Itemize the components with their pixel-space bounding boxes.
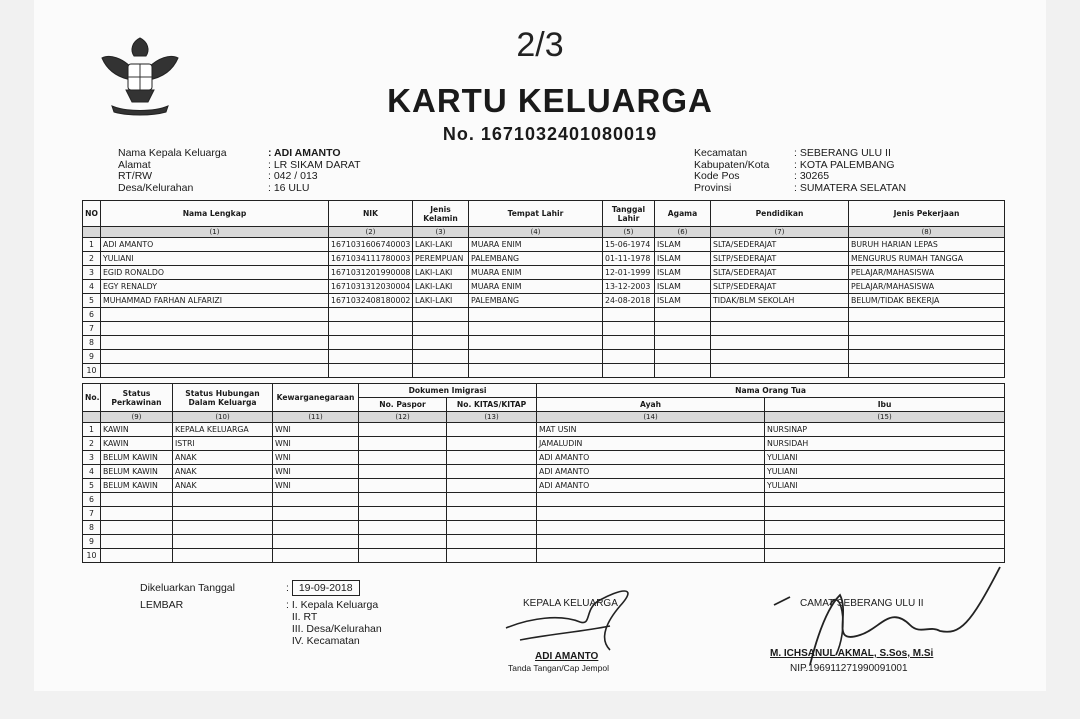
table-cell	[765, 493, 1005, 507]
table-cell: 2	[83, 252, 101, 266]
col-header-no: NO	[83, 201, 101, 227]
camat-title: CAMAT SEBERANG ULU II	[800, 598, 924, 609]
header-label: Kecamatan	[694, 147, 748, 159]
table-cell: ISLAM	[655, 266, 711, 280]
table-cell	[329, 350, 413, 364]
kepala-keluarga-caption: Tanda Tangan/Cap Jempol	[508, 663, 609, 673]
table-cell	[447, 479, 537, 493]
col-header-no-paspor: No. Paspor	[359, 398, 447, 412]
column-number-cell: (10)	[173, 412, 273, 423]
table-cell: WNI	[273, 423, 359, 437]
col-header-nama-orang-tua: Nama Orang Tua	[537, 384, 1005, 398]
col-header-nik: NIK	[329, 201, 413, 227]
table-cell: 24-08-2018	[603, 294, 655, 308]
table-row	[83, 493, 1005, 507]
table-cell	[101, 493, 173, 507]
header-label: Provinsi	[694, 181, 732, 194]
table-cell: MAT USIN	[537, 423, 765, 437]
table-cell	[273, 521, 359, 535]
table-cell: 4	[83, 465, 101, 479]
table-cell: JAMALUDIN	[537, 437, 765, 451]
camat-name: M. ICHSANUL AKMAL, S.Sos, M.Si	[770, 648, 934, 659]
column-number-cell: (3)	[413, 227, 469, 238]
table-row	[83, 507, 1005, 521]
table-row	[83, 451, 1005, 465]
table-cell	[603, 364, 655, 378]
table-cell: KAWIN	[101, 437, 173, 451]
table-row	[83, 308, 1005, 322]
header-label: RT/RW	[118, 170, 153, 182]
column-number-cell: (12)	[359, 412, 447, 423]
column-number-cell: (7)	[711, 227, 849, 238]
issued-date: 19-09-2018	[292, 580, 360, 596]
column-number-cell: (9)	[101, 412, 173, 423]
table-cell: ADI AMANTO	[537, 465, 765, 479]
col-header-nama: Nama Lengkap	[101, 201, 329, 227]
table-cell	[447, 549, 537, 563]
table-cell	[273, 549, 359, 563]
table-cell	[329, 322, 413, 336]
table-cell	[101, 521, 173, 535]
table-cell: 5	[83, 479, 101, 493]
table-cell: YULIANI	[765, 451, 1005, 465]
table-cell: 9	[83, 535, 101, 549]
table-cell	[765, 521, 1005, 535]
table-cell: ISLAM	[655, 294, 711, 308]
table-cell	[101, 549, 173, 563]
issued-label: Dikeluarkan Tanggal	[140, 582, 235, 594]
table-cell	[447, 535, 537, 549]
table-cell: EGY RENALDY	[101, 280, 329, 294]
kepala-keluarga-title: KEPALA KELUARGA	[523, 598, 618, 609]
table-cell: 9	[83, 350, 101, 364]
table-cell: SLTA/SEDERAJAT	[711, 266, 849, 280]
table-cell: LAKI-LAKI	[413, 238, 469, 252]
col-header-tanggal-lahir: Tanggal Lahir	[603, 201, 655, 227]
table-cell	[447, 493, 537, 507]
header-value: : SUMATERA SELATAN	[794, 181, 907, 194]
table-cell	[537, 549, 765, 563]
family-members-table	[82, 200, 1005, 378]
header-value: : 30265	[794, 170, 830, 182]
table-cell	[173, 521, 273, 535]
table-cell: 4	[83, 280, 101, 294]
table-cell	[273, 493, 359, 507]
col-header-agama: Agama	[655, 201, 711, 227]
lembar-list	[292, 599, 382, 647]
table-cell	[711, 350, 849, 364]
table-cell	[603, 336, 655, 350]
table-cell: PALEMBANG	[469, 252, 603, 266]
table-cell: 12-01-1999	[603, 266, 655, 280]
table-cell: ANAK	[173, 451, 273, 465]
table-cell	[101, 535, 173, 549]
table-cell: NURSINAP	[765, 423, 1005, 437]
table-cell: WNI	[273, 437, 359, 451]
table-cell: 7	[83, 507, 101, 521]
table-cell	[849, 322, 1005, 336]
table-cell: 6	[83, 308, 101, 322]
table-cell: PEREMPUAN	[413, 252, 469, 266]
table-cell: WNI	[273, 465, 359, 479]
table-cell: PELAJAR/MAHASISWA	[849, 280, 1005, 294]
table-cell	[173, 535, 273, 549]
camat-nip: NIP.196911271990091001	[790, 663, 908, 674]
table-cell	[447, 423, 537, 437]
column-number-cell: (13)	[447, 412, 537, 423]
column-number-cell	[83, 412, 101, 423]
table-cell: SLTP/SEDERAJAT	[711, 252, 849, 266]
table-row	[83, 322, 1005, 336]
table-row	[83, 549, 1005, 563]
table-cell	[537, 521, 765, 535]
table-cell	[469, 308, 603, 322]
table-cell: 1671031606740003	[329, 238, 413, 252]
col-header-dokumen-imigrasi: Dokumen Imigrasi	[359, 384, 537, 398]
table-cell: 5	[83, 294, 101, 308]
table-row	[83, 252, 1005, 266]
header-value: : 042 / 013	[268, 170, 318, 182]
table-cell: BELUM KAWIN	[101, 465, 173, 479]
table-cell: 10	[83, 364, 101, 378]
column-number-cell: (14)	[537, 412, 765, 423]
col-header-kewarganegaraan: Kewarganegaraan	[273, 384, 359, 412]
table-cell: 1671031312030004	[329, 280, 413, 294]
table-cell	[447, 451, 537, 465]
table-cell	[469, 350, 603, 364]
table-cell	[173, 507, 273, 521]
table-cell	[447, 521, 537, 535]
table-cell	[359, 535, 447, 549]
table-cell	[603, 322, 655, 336]
lembar-item: I. Kepala Keluarga	[291, 599, 379, 611]
table-cell	[603, 350, 655, 364]
table-cell	[359, 423, 447, 437]
table-cell	[537, 535, 765, 549]
family-status-table	[82, 383, 1005, 563]
table-cell: ISLAM	[655, 280, 711, 294]
table-row	[83, 535, 1005, 549]
table-row	[83, 465, 1005, 479]
header-right	[694, 148, 906, 194]
table-cell: SLTP/SEDERAJAT	[711, 280, 849, 294]
table-cell	[413, 308, 469, 322]
table-row	[83, 437, 1005, 451]
header-value: : SEBERANG ULU II	[794, 147, 891, 159]
table-cell	[849, 350, 1005, 364]
table-cell: ANAK	[173, 479, 273, 493]
col-header-tempat-lahir: Tempat Lahir	[469, 201, 603, 227]
kepala-keluarga-name: ADI AMANTO	[535, 651, 599, 662]
table-cell	[413, 364, 469, 378]
table-cell	[273, 507, 359, 521]
table-cell: PELAJAR/MAHASISWA	[849, 266, 1005, 280]
table-cell	[329, 336, 413, 350]
table-row	[83, 280, 1005, 294]
table-cell	[447, 465, 537, 479]
table-cell: LAKI-LAKI	[413, 280, 469, 294]
table-cell: KEPALA KELUARGA	[173, 423, 273, 437]
table-cell	[329, 364, 413, 378]
table-cell	[765, 507, 1005, 521]
table-cell	[849, 336, 1005, 350]
col-header-ayah: Ayah	[537, 398, 765, 412]
table-row	[83, 350, 1005, 364]
table-cell	[413, 336, 469, 350]
table-cell	[655, 350, 711, 364]
table-cell: YULIANI	[765, 479, 1005, 493]
table-cell	[101, 507, 173, 521]
table-cell	[273, 535, 359, 549]
col-header-status-hubungan: Status Hubungan Dalam Keluarga	[173, 384, 273, 412]
column-number-cell: (2)	[329, 227, 413, 238]
table-cell: 15-06-1974	[603, 238, 655, 252]
table-cell: 3	[83, 451, 101, 465]
table-cell: MUARA ENIM	[469, 266, 603, 280]
header-label: Kode Pos	[694, 170, 740, 182]
table-cell	[537, 507, 765, 521]
col-header-no-kitas: No. KITAS/KITAP	[447, 398, 537, 412]
table-row	[83, 266, 1005, 280]
table-cell: MUHAMMAD FARHAN ALFARIZI	[101, 294, 329, 308]
kk-number: No. 1671032401080019	[442, 124, 658, 144]
header-value: : 16 ULU	[268, 181, 310, 194]
table-cell: WNI	[273, 479, 359, 493]
table-cell	[359, 493, 447, 507]
table-cell: YULIANI	[765, 465, 1005, 479]
table-cell: MENGURUS RUMAH TANGGA	[849, 252, 1005, 266]
table-cell: BELUM KAWIN	[101, 479, 173, 493]
table-cell: 8	[83, 521, 101, 535]
table-row	[83, 364, 1005, 378]
lembar-item: III. Desa/Kelurahan	[291, 623, 382, 635]
table-cell: PALEMBANG	[469, 294, 603, 308]
header-value: : ADI AMANTO	[268, 147, 341, 159]
table-cell: 8	[83, 336, 101, 350]
table-cell	[655, 336, 711, 350]
table-cell: LAKI-LAKI	[413, 266, 469, 280]
issued-info: Dikeluarkan Tanggal : 19-09-2018 LEMBAR : I. Kepala Keluarga II. RT III. Desa/Kelurahan IV. Kecamatan	[140, 582, 382, 647]
table-row	[83, 238, 1005, 252]
column-number-cell: (11)	[273, 412, 359, 423]
column-number-cell	[83, 227, 101, 238]
table-cell	[359, 437, 447, 451]
table-cell: WNI	[273, 451, 359, 465]
table-cell: ADI AMANTO	[537, 479, 765, 493]
table-cell: 7	[83, 322, 101, 336]
page-counter: 2/3	[516, 26, 564, 64]
table-cell: ISLAM	[655, 252, 711, 266]
table-cell	[413, 322, 469, 336]
table-cell	[173, 493, 273, 507]
header-value: : KOTA PALEMBANG	[794, 158, 895, 171]
col-header-no: No.	[83, 384, 101, 412]
table-cell: YULIANI	[101, 252, 329, 266]
lembar-label: LEMBAR	[140, 599, 184, 611]
table-cell	[173, 549, 273, 563]
table-row	[83, 294, 1005, 308]
table-cell: 01-11-1978	[603, 252, 655, 266]
table-cell	[469, 322, 603, 336]
table-cell: 1	[83, 423, 101, 437]
kepala-signature-icon	[500, 578, 650, 656]
table-cell: ADI AMANTO	[101, 238, 329, 252]
table-cell	[329, 308, 413, 322]
table-cell	[101, 336, 329, 350]
table-cell: 2	[83, 437, 101, 451]
column-number-cell: (1)	[101, 227, 329, 238]
col-header-jenis-kelamin: Jenis Kelamin	[413, 201, 469, 227]
table-cell: MUARA ENIM	[469, 238, 603, 252]
table-cell: BURUH HARIAN LEPAS	[849, 238, 1005, 252]
table-cell: ANAK	[173, 465, 273, 479]
table-cell	[655, 308, 711, 322]
table-cell	[359, 549, 447, 563]
table-cell: EGID RONALDO	[101, 266, 329, 280]
column-number-cell: (8)	[849, 227, 1005, 238]
header-label: Desa/Kelurahan	[118, 181, 194, 194]
table-cell	[711, 308, 849, 322]
table-cell	[603, 308, 655, 322]
table-row	[83, 521, 1005, 535]
table-row	[83, 423, 1005, 437]
table-cell	[101, 308, 329, 322]
table-cell: 1	[83, 238, 101, 252]
table-cell	[537, 493, 765, 507]
header-value: : LR SIKAM DARAT	[268, 158, 361, 171]
col-header-pendidikan: Pendidikan	[711, 201, 849, 227]
table-cell: 1671032408180002	[329, 294, 413, 308]
table-cell	[711, 364, 849, 378]
table-cell: TIDAK/BLM SEKOLAH	[711, 294, 849, 308]
table-cell	[359, 465, 447, 479]
table-cell	[359, 479, 447, 493]
table-cell: KAWIN	[101, 423, 173, 437]
table-cell: 6	[83, 493, 101, 507]
table-cell	[711, 322, 849, 336]
table-cell: BELUM/TIDAK BEKERJA	[849, 294, 1005, 308]
table-cell: NURSIDAH	[765, 437, 1005, 451]
header-left	[118, 148, 361, 194]
table-row	[83, 479, 1005, 493]
column-number-cell: (15)	[765, 412, 1005, 423]
table-cell	[469, 364, 603, 378]
table-cell	[413, 350, 469, 364]
table-cell: 3	[83, 266, 101, 280]
table-cell	[711, 336, 849, 350]
table-cell: MUARA ENIM	[469, 280, 603, 294]
table-row	[83, 336, 1005, 350]
table-cell: ADI AMANTO	[537, 451, 765, 465]
col-header-ibu: Ibu	[765, 398, 1005, 412]
table-cell: 10	[83, 549, 101, 563]
header-label: Alamat	[118, 158, 151, 171]
table-cell: 1671034111780003	[329, 252, 413, 266]
table-cell: LAKI-LAKI	[413, 294, 469, 308]
table-cell	[101, 364, 329, 378]
lembar-item: IV. Kecamatan	[291, 635, 360, 647]
table-cell: SLTA/SEDERAJAT	[711, 238, 849, 252]
col-header-pekerjaan: Jenis Pekerjaan	[849, 201, 1005, 227]
table-cell	[765, 549, 1005, 563]
table-cell	[101, 322, 329, 336]
table-cell: ISLAM	[655, 238, 711, 252]
header-label: Nama Kepala Keluarga	[118, 147, 227, 159]
table-cell	[655, 322, 711, 336]
table-cell	[359, 521, 447, 535]
table-cell	[765, 535, 1005, 549]
column-number-cell: (6)	[655, 227, 711, 238]
header-label: Kabupaten/Kota	[694, 158, 770, 171]
document-title: KARTU KELUARGA	[387, 82, 713, 119]
table-cell	[849, 364, 1005, 378]
table-cell: BELUM KAWIN	[101, 451, 173, 465]
table-cell	[359, 507, 447, 521]
table-cell	[469, 336, 603, 350]
table-cell	[655, 364, 711, 378]
table-cell	[447, 437, 537, 451]
table-cell: 13-12-2003	[603, 280, 655, 294]
table-cell: 1671031201990008	[329, 266, 413, 280]
table-cell	[849, 308, 1005, 322]
table-cell	[101, 350, 329, 364]
lembar-item: II. RT	[291, 611, 318, 623]
table-cell	[447, 507, 537, 521]
col-header-status-perkawinan: Status Perkawinan	[101, 384, 173, 412]
table-cell: ISTRI	[173, 437, 273, 451]
table-cell	[359, 451, 447, 465]
column-number-cell: (5)	[603, 227, 655, 238]
column-number-cell: (4)	[469, 227, 603, 238]
